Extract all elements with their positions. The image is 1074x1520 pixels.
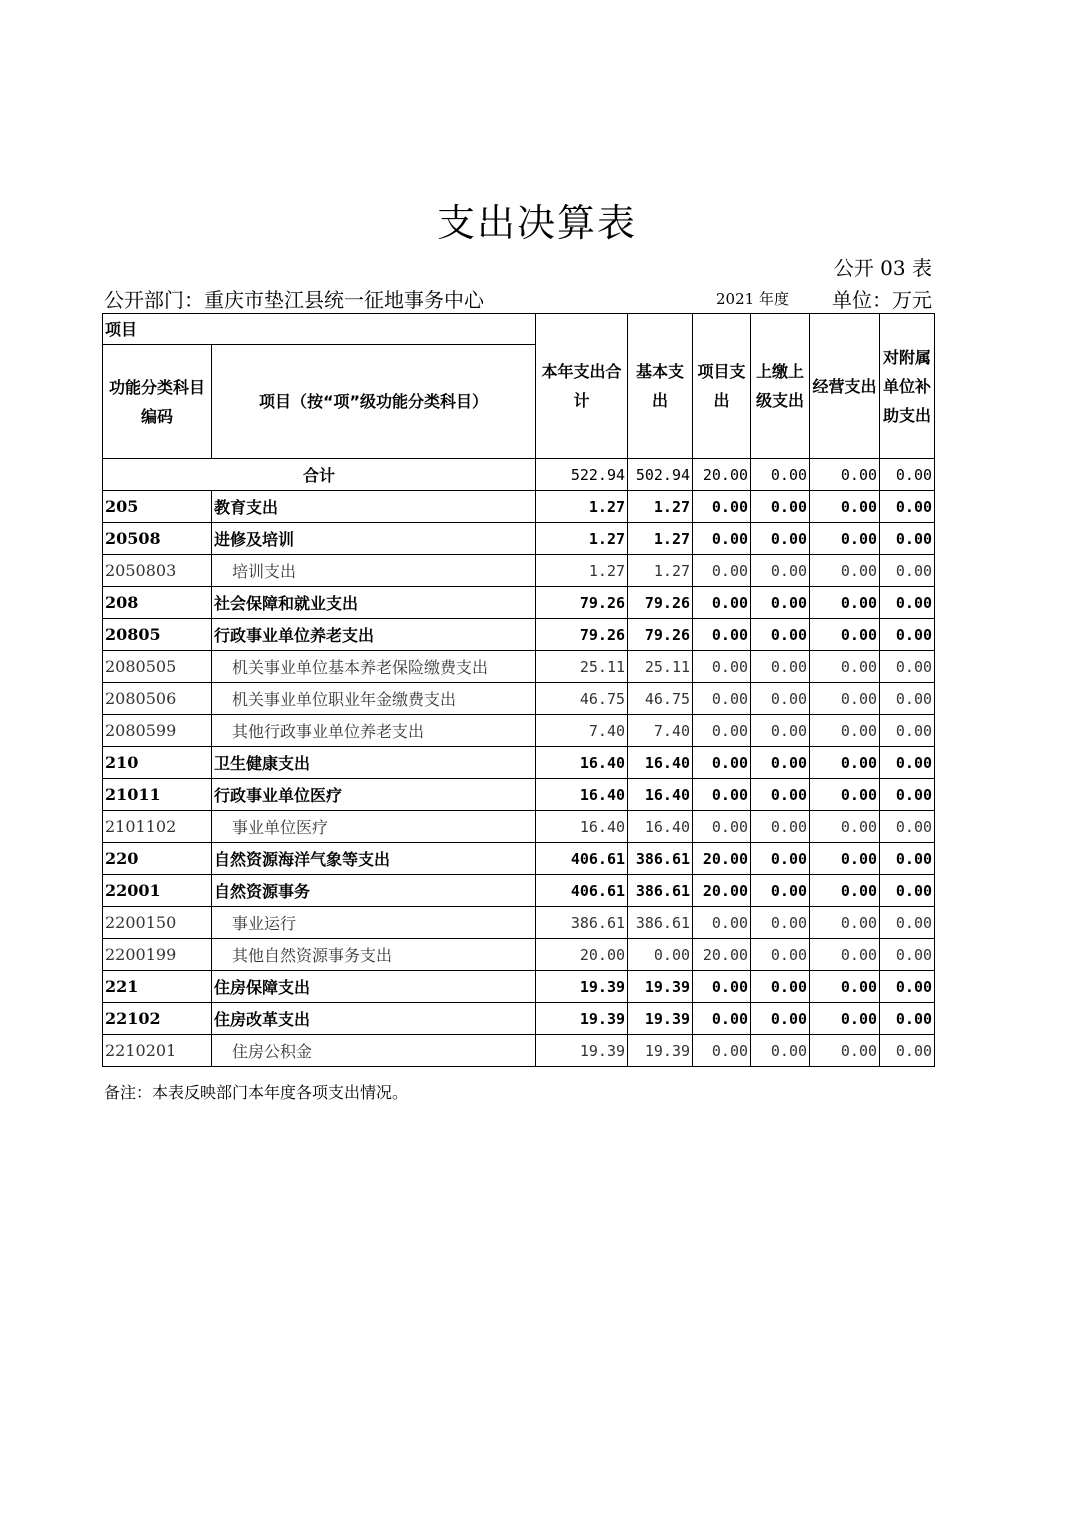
- row-operating: 0.00: [810, 523, 880, 555]
- table-code: 公开 03 表: [833, 256, 932, 280]
- row-code: 2200150: [103, 907, 212, 939]
- row-name: 事业单位医疗: [212, 811, 536, 843]
- row-total: 1.27: [536, 523, 628, 555]
- table-row: [103, 747, 935, 779]
- row-remit: 0.00: [751, 459, 810, 491]
- row-remit: 0.00: [751, 747, 810, 779]
- row-name: 进修及培训: [212, 523, 536, 555]
- table-row: [103, 1003, 935, 1035]
- row-remit: 0.00: [751, 971, 810, 1003]
- row-total: 19.39: [536, 1003, 628, 1035]
- row-code: 2210201: [103, 1035, 212, 1067]
- row-remit: 0.00: [751, 843, 810, 875]
- header-operating: 经营支出: [810, 314, 880, 459]
- row-subsidy: 0.00: [880, 779, 935, 811]
- row-name: 住房保障支出: [212, 971, 536, 1003]
- header-project: 项目支出: [693, 314, 751, 459]
- row-remit: 0.00: [751, 523, 810, 555]
- row-operating: 0.00: [810, 1035, 880, 1067]
- row-total: 20.00: [536, 939, 628, 971]
- row-name: 机关事业单位职业年金缴费支出: [212, 683, 536, 715]
- row-code: 205: [103, 491, 212, 523]
- table-row: [103, 843, 935, 875]
- row-remit: 0.00: [751, 587, 810, 619]
- row-subsidy: 0.00: [880, 491, 935, 523]
- table-row: [103, 971, 935, 1003]
- row-operating: 0.00: [810, 907, 880, 939]
- row-name: 事业运行: [212, 907, 536, 939]
- row-name: 培训支出: [212, 555, 536, 587]
- header-code: 功能分类科目编码: [103, 345, 212, 459]
- department-label: 公开部门：重庆市垫江县统一征地事务中心: [104, 288, 484, 312]
- row-code: 208: [103, 587, 212, 619]
- row-operating: 0.00: [810, 555, 880, 587]
- row-project: 0.00: [693, 523, 751, 555]
- row-name: 教育支出: [212, 491, 536, 523]
- header-remit: 上缴上级支出: [751, 314, 810, 459]
- page-title: 支出决算表: [436, 201, 637, 245]
- row-subsidy: 0.00: [880, 459, 935, 491]
- row-code: 2080599: [103, 715, 212, 747]
- row-remit: 0.00: [751, 1003, 810, 1035]
- row-project: 20.00: [693, 459, 751, 491]
- table-row: [103, 619, 935, 651]
- header-basic: 基本支出: [628, 314, 693, 459]
- row-basic: 386.61: [628, 843, 693, 875]
- row-subsidy: 0.00: [880, 747, 935, 779]
- row-operating: 0.00: [810, 939, 880, 971]
- row-total: 16.40: [536, 811, 628, 843]
- row-code: 2050803: [103, 555, 212, 587]
- table-row: [103, 779, 935, 811]
- unit-label: 单位：万元: [832, 288, 932, 312]
- row-total: 406.61: [536, 843, 628, 875]
- row-remit: 0.00: [751, 1035, 810, 1067]
- row-subsidy: 0.00: [880, 1035, 935, 1067]
- row-code: 2101102: [103, 811, 212, 843]
- row-name: 卫生健康支出: [212, 747, 536, 779]
- row-total: 386.61: [536, 907, 628, 939]
- row-project: 0.00: [693, 907, 751, 939]
- row-code: 221: [103, 971, 212, 1003]
- row-code: 2200199: [103, 939, 212, 971]
- row-basic: 79.26: [628, 587, 693, 619]
- row-project: 0.00: [693, 811, 751, 843]
- row-basic: 79.26: [628, 619, 693, 651]
- row-total: 7.40: [536, 715, 628, 747]
- row-subsidy: 0.00: [880, 843, 935, 875]
- row-project: 20.00: [693, 875, 751, 907]
- row-code: 22001: [103, 875, 212, 907]
- row-project: 0.00: [693, 587, 751, 619]
- row-subsidy: 0.00: [880, 971, 935, 1003]
- row-basic: 25.11: [628, 651, 693, 683]
- row-name: 机关事业单位基本养老保险缴费支出: [212, 651, 536, 683]
- row-total: 1.27: [536, 555, 628, 587]
- fiscal-year: 2021 年度: [716, 290, 789, 308]
- row-basic: 0.00: [628, 939, 693, 971]
- row-operating: 0.00: [810, 875, 880, 907]
- row-operating: 0.00: [810, 651, 880, 683]
- row-basic: 386.61: [628, 875, 693, 907]
- table-row: [103, 875, 935, 907]
- row-subsidy: 0.00: [880, 907, 935, 939]
- row-code: 220: [103, 843, 212, 875]
- row-operating: 0.00: [810, 715, 880, 747]
- footnote: 备注：本表反映部门本年度各项支出情况。: [104, 1083, 409, 1102]
- table-row: [103, 907, 935, 939]
- table-row: [103, 811, 935, 843]
- row-operating: 0.00: [810, 459, 880, 491]
- row-code: 21011: [103, 779, 212, 811]
- row-subsidy: 0.00: [880, 939, 935, 971]
- row-code: 210: [103, 747, 212, 779]
- row-total: 79.26: [536, 587, 628, 619]
- row-subsidy: 0.00: [880, 875, 935, 907]
- row-name: 社会保障和就业支出: [212, 587, 536, 619]
- row-remit: 0.00: [751, 939, 810, 971]
- row-total: 16.40: [536, 779, 628, 811]
- row-name: 其他行政事业单位养老支出: [212, 715, 536, 747]
- row-project: 20.00: [693, 939, 751, 971]
- header-total: 本年支出合计: [536, 314, 628, 459]
- row-operating: 0.00: [810, 843, 880, 875]
- row-basic: 19.39: [628, 971, 693, 1003]
- row-total: 16.40: [536, 747, 628, 779]
- row-project: 0.00: [693, 1003, 751, 1035]
- row-total: 19.39: [536, 1035, 628, 1067]
- row-operating: 0.00: [810, 811, 880, 843]
- row-remit: 0.00: [751, 491, 810, 523]
- row-project: 0.00: [693, 555, 751, 587]
- row-subsidy: 0.00: [880, 715, 935, 747]
- row-code: 2080506: [103, 683, 212, 715]
- row-total: 25.11: [536, 651, 628, 683]
- row-subsidy: 0.00: [880, 587, 935, 619]
- row-remit: 0.00: [751, 619, 810, 651]
- row-subsidy: 0.00: [880, 683, 935, 715]
- row-project: 0.00: [693, 1035, 751, 1067]
- row-basic: 1.27: [628, 555, 693, 587]
- row-operating: 0.00: [810, 971, 880, 1003]
- row-name: 自然资源事务: [212, 875, 536, 907]
- row-basic: 386.61: [628, 907, 693, 939]
- row-total: 406.61: [536, 875, 628, 907]
- header-name: 项目（按“项”级功能分类科目）: [212, 345, 536, 459]
- row-name: 其他自然资源事务支出: [212, 939, 536, 971]
- row-remit: 0.00: [751, 683, 810, 715]
- row-project: 0.00: [693, 715, 751, 747]
- row-basic: 16.40: [628, 811, 693, 843]
- row-basic: 19.39: [628, 1003, 693, 1035]
- header-item-group: 项目: [103, 314, 536, 345]
- row-project: 0.00: [693, 683, 751, 715]
- row-name: 合计: [103, 459, 536, 491]
- table-row: [103, 939, 935, 971]
- row-project: 20.00: [693, 843, 751, 875]
- row-subsidy: 0.00: [880, 523, 935, 555]
- table-row: [103, 523, 935, 555]
- row-subsidy: 0.00: [880, 811, 935, 843]
- row-project: 0.00: [693, 491, 751, 523]
- row-basic: 16.40: [628, 747, 693, 779]
- row-total: 46.75: [536, 683, 628, 715]
- row-project: 0.00: [693, 971, 751, 1003]
- row-name: 行政事业单位医疗: [212, 779, 536, 811]
- row-subsidy: 0.00: [880, 1003, 935, 1035]
- row-basic: 46.75: [628, 683, 693, 715]
- row-subsidy: 0.00: [880, 619, 935, 651]
- row-remit: 0.00: [751, 779, 810, 811]
- row-subsidy: 0.00: [880, 555, 935, 587]
- row-remit: 0.00: [751, 715, 810, 747]
- row-operating: 0.00: [810, 779, 880, 811]
- row-basic: 502.94: [628, 459, 693, 491]
- row-total: 79.26: [536, 619, 628, 651]
- table-row: [103, 587, 935, 619]
- row-total: 522.94: [536, 459, 628, 491]
- row-operating: 0.00: [810, 491, 880, 523]
- row-project: 0.00: [693, 619, 751, 651]
- row-operating: 0.00: [810, 747, 880, 779]
- row-project: 0.00: [693, 747, 751, 779]
- row-name: 住房公积金: [212, 1035, 536, 1067]
- row-code: 22102: [103, 1003, 212, 1035]
- row-code: 2080505: [103, 651, 212, 683]
- row-remit: 0.00: [751, 875, 810, 907]
- row-remit: 0.00: [751, 811, 810, 843]
- row-basic: 19.39: [628, 1035, 693, 1067]
- row-basic: 16.40: [628, 779, 693, 811]
- expenditure-table: [102, 313, 935, 1067]
- table-row: [103, 683, 935, 715]
- row-total: 19.39: [536, 971, 628, 1003]
- table-row: [103, 459, 935, 491]
- row-operating: 0.00: [810, 619, 880, 651]
- row-basic: 1.27: [628, 491, 693, 523]
- row-basic: 7.40: [628, 715, 693, 747]
- table-row: [103, 715, 935, 747]
- row-subsidy: 0.00: [880, 651, 935, 683]
- table-row: [103, 1035, 935, 1067]
- row-remit: 0.00: [751, 555, 810, 587]
- table-row: [103, 555, 935, 587]
- row-project: 0.00: [693, 651, 751, 683]
- row-name: 行政事业单位养老支出: [212, 619, 536, 651]
- row-remit: 0.00: [751, 651, 810, 683]
- row-operating: 0.00: [810, 587, 880, 619]
- row-total: 1.27: [536, 491, 628, 523]
- row-name: 住房改革支出: [212, 1003, 536, 1035]
- row-name: 自然资源海洋气象等支出: [212, 843, 536, 875]
- row-operating: 0.00: [810, 1003, 880, 1035]
- table-row: [103, 651, 935, 683]
- header-subsidy: 对附属单位补助支出: [880, 314, 935, 459]
- row-basic: 1.27: [628, 523, 693, 555]
- row-code: 20508: [103, 523, 212, 555]
- row-project: 0.00: [693, 779, 751, 811]
- table-row: [103, 491, 935, 523]
- row-operating: 0.00: [810, 683, 880, 715]
- row-remit: 0.00: [751, 907, 810, 939]
- row-code: 20805: [103, 619, 212, 651]
